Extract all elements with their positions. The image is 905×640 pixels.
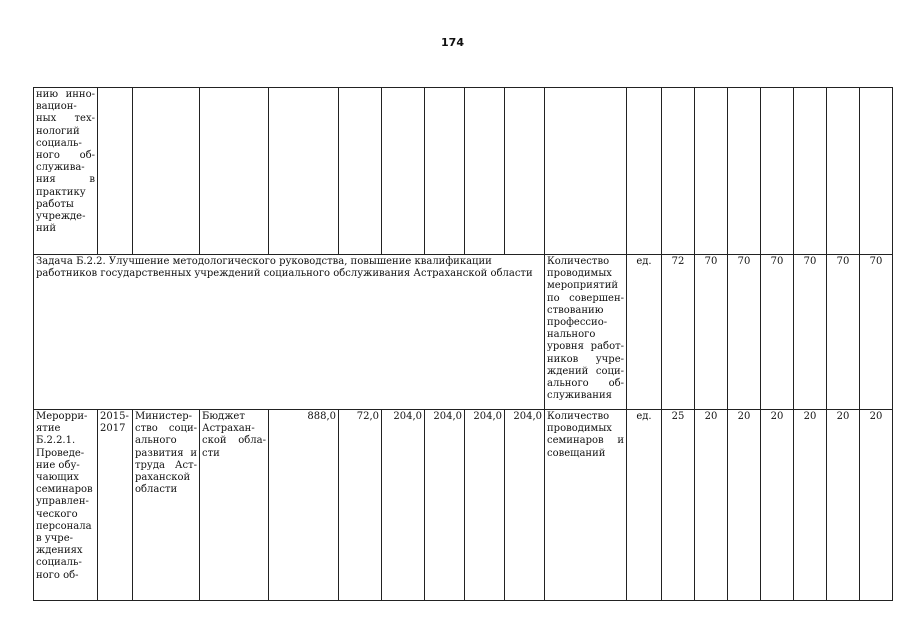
year-amount-cell: 204,0	[382, 410, 425, 601]
empty-cell	[761, 88, 794, 255]
value-cell: 20	[728, 410, 761, 601]
empty-cell	[382, 88, 425, 255]
value-cell: 20	[695, 410, 728, 601]
empty-cell	[662, 88, 695, 255]
value-cell: 20	[827, 410, 860, 601]
funding-source-cell: Бюджет Астрахан-ской обла-сти	[200, 410, 269, 601]
unit-cell: ед.	[627, 255, 662, 410]
empty-cell	[505, 88, 545, 255]
value-cell: 72	[662, 255, 695, 410]
task-cell: Задача Б.2.2. Улучшение методологического руководства, повышение квалификации работников государственных учреждений социального обслуживания Астраханской области	[34, 255, 545, 410]
value-cell: 70	[794, 255, 827, 410]
measure-name-cell: Мероpри-ятие Б.2.2.1. Проведе-ние обу-чающих семинаров управлен-ческого персонала в учре-ждениях социаль-ного об-	[34, 410, 98, 601]
empty-cell	[200, 88, 269, 255]
year-amount-cell: 204,0	[425, 410, 465, 601]
empty-cell	[728, 88, 761, 255]
table-row	[34, 255, 893, 410]
measure-name-cell: нию инно-вацион-ных тех-нологий социаль-ного об-служива-ния в практику работы учрежде-ний	[34, 88, 98, 255]
table-row	[34, 410, 893, 601]
empty-cell	[269, 88, 339, 255]
year-amount-cell: 204,0	[465, 410, 505, 601]
empty-cell	[794, 88, 827, 255]
empty-cell	[339, 88, 382, 255]
value-cell: 20	[761, 410, 794, 601]
empty-cell	[425, 88, 465, 255]
total-amount-cell: 888,0	[269, 410, 339, 601]
empty-cell	[133, 88, 200, 255]
value-cell: 25	[662, 410, 695, 601]
empty-cell	[465, 88, 505, 255]
table-row	[34, 88, 893, 255]
unit-cell: ед.	[627, 410, 662, 601]
value-cell: 70	[728, 255, 761, 410]
value-cell: 20	[860, 410, 893, 601]
year-amount-cell: 72,0	[339, 410, 382, 601]
indicator-cell: Количество проводимых мероприятий по совершен-ствованию профессио-нального уровня работ-ников учре-ждений соци-ального об-служивания	[545, 255, 627, 410]
value-cell: 70	[860, 255, 893, 410]
value-cell: 70	[761, 255, 794, 410]
empty-cell	[695, 88, 728, 255]
value-cell: 70	[695, 255, 728, 410]
empty-cell	[860, 88, 893, 255]
period-cell: 2015-2017	[98, 410, 133, 601]
empty-cell	[545, 88, 627, 255]
empty-cell	[627, 88, 662, 255]
empty-cell	[827, 88, 860, 255]
program-table	[33, 87, 893, 601]
value-cell: 20	[794, 410, 827, 601]
page-number: 174	[441, 36, 464, 49]
year-amount-cell: 204,0	[505, 410, 545, 601]
value-cell: 70	[827, 255, 860, 410]
executor-cell: Министер-ство соци-ального развития и труда Аст-раханской области	[133, 410, 200, 601]
empty-cell	[98, 88, 133, 255]
indicator-cell: Количество проводимых семинаров и совещаний	[545, 410, 627, 601]
